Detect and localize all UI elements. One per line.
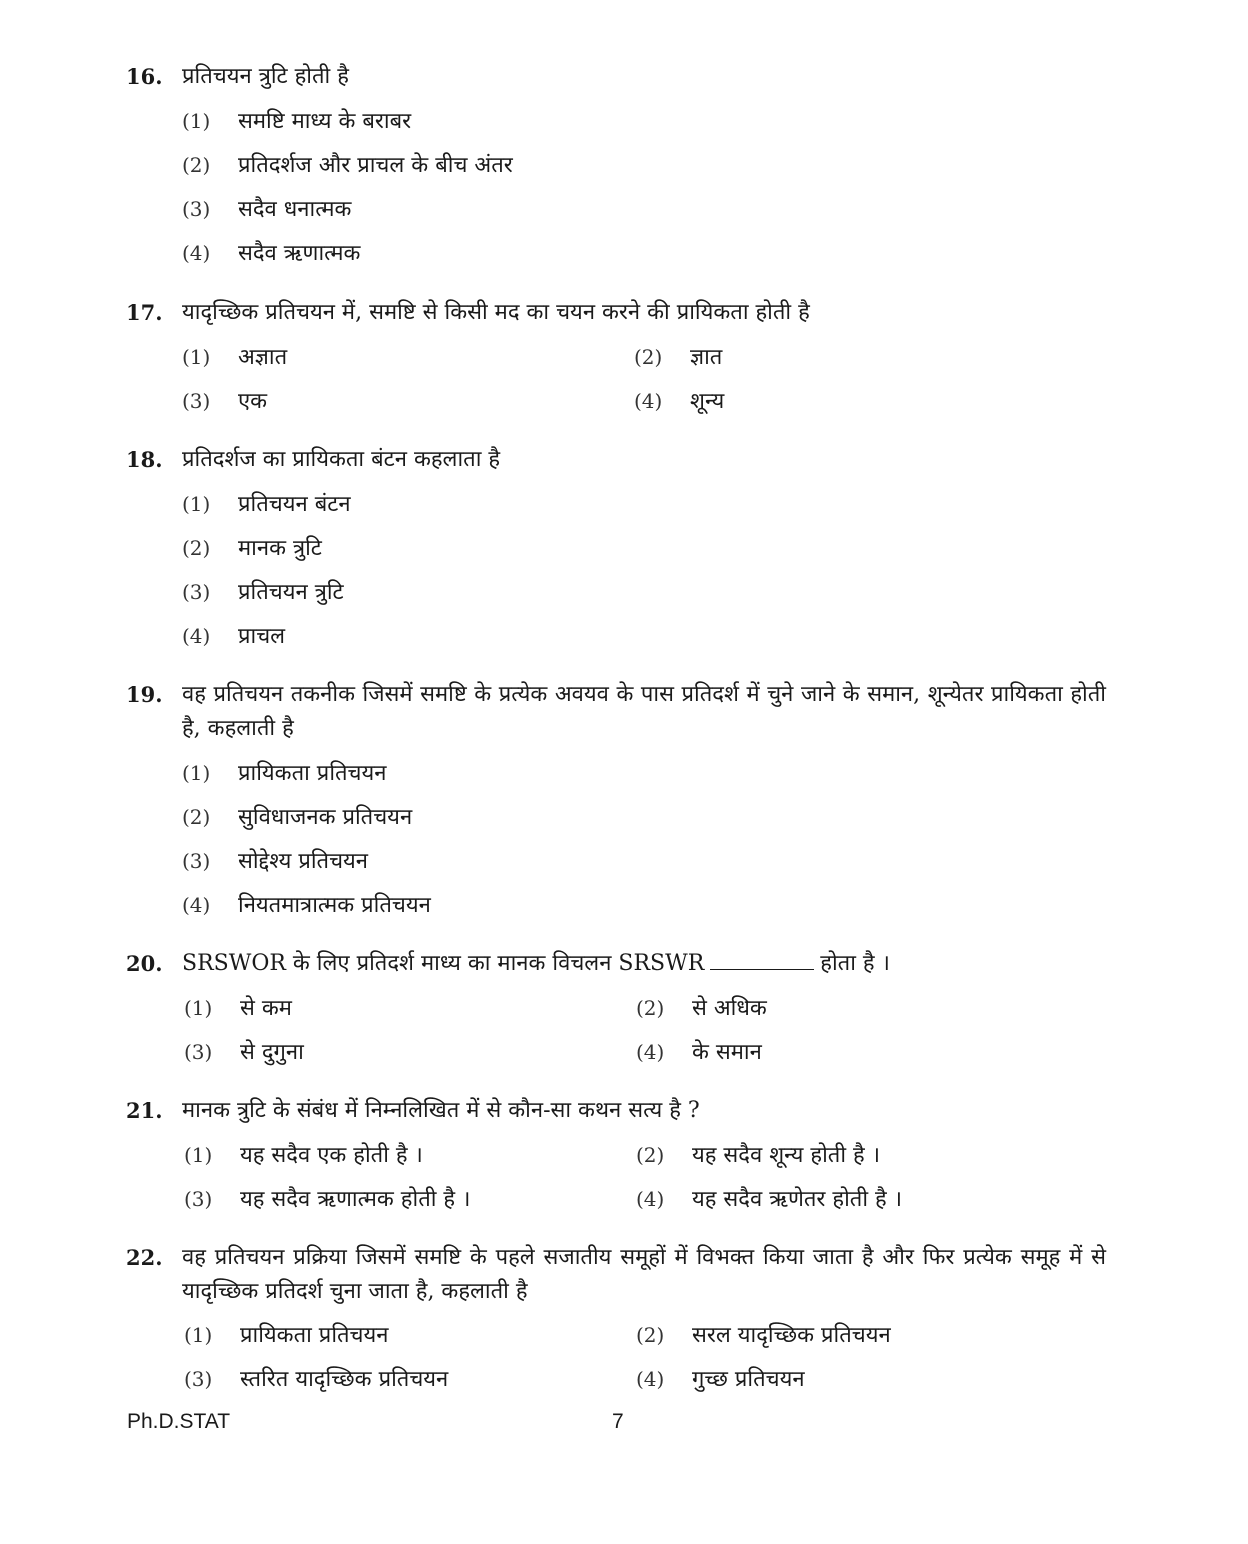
question-number: 21. (126, 1098, 163, 1123)
option-17-4 (634, 384, 724, 419)
option-text: सदैव धनात्मक (238, 197, 352, 222)
option-label: (2) (182, 805, 211, 829)
option-label: (3) (182, 197, 211, 221)
option-22-2 (636, 1318, 891, 1353)
option-16-4 (182, 236, 360, 271)
question-20 (126, 947, 1106, 981)
question-text (182, 947, 1106, 981)
option-label: (4) (636, 1040, 665, 1064)
option-19-2 (182, 800, 412, 835)
option-text: से अधिक (692, 996, 767, 1021)
option-text: सरल यादृच्छिक प्रतिचयन (692, 1323, 891, 1348)
option-label: (1) (182, 492, 211, 516)
option-text: प्रतिचयन त्रुटि (238, 580, 344, 605)
option-text: से कम (240, 996, 292, 1021)
option-text: गुच्छ प्रतिचयन (692, 1367, 805, 1392)
question-21 (126, 1094, 1106, 1128)
option-label: (3) (184, 1040, 213, 1064)
option-text: प्रायिकता प्रतिचयन (238, 761, 387, 786)
question-number: 20. (126, 951, 163, 976)
option-text: यह सदैव शून्य होती है । (692, 1143, 881, 1168)
option-label: (3) (182, 849, 211, 873)
option-text: सोद्देश्य प्रतिचयन (238, 849, 369, 874)
option-21-4 (636, 1182, 902, 1217)
option-label: (2) (636, 1143, 665, 1167)
option-label: (3) (182, 580, 211, 604)
option-21-2 (636, 1138, 880, 1173)
option-label: (2) (634, 345, 663, 369)
option-text: यह सदैव ऋणेतर होती है । (692, 1187, 903, 1212)
option-label: (2) (636, 996, 665, 1020)
option-text: समष्टि माध्य के बराबर (238, 109, 412, 134)
option-text: ज्ञात (690, 345, 723, 370)
question-text-before-blank: SRSWOR के लिए प्रतिदर्श माध्य का मानक विचलन SRSWR (182, 951, 705, 976)
question-22 (126, 1241, 1106, 1309)
option-20-2 (636, 991, 767, 1026)
question-number: 16. (126, 64, 163, 89)
option-17-2 (634, 340, 722, 375)
option-label: (1) (182, 761, 211, 785)
option-text: यह सदैव ऋणात्मक होती है । (240, 1187, 471, 1212)
option-label: (1) (182, 109, 211, 133)
option-text: शून्य (690, 389, 725, 414)
option-21-3 (184, 1182, 470, 1217)
option-18-2 (182, 531, 322, 566)
option-16-2 (182, 148, 513, 183)
page-number: 7 (612, 1410, 624, 1433)
question-text: वह प्रतिचयन तकनीक जिसमें समष्टि के प्रत्येक अवयव के पास प्रतिदर्श में चुने जाने के समान, शून्येतर प्रायिकता होती है, कहलाती है (182, 682, 1106, 741)
option-16-3 (182, 192, 351, 227)
question-16 (126, 60, 1106, 94)
option-label: (1) (184, 1143, 213, 1167)
question-number: 18. (126, 447, 163, 472)
option-label: (4) (182, 624, 211, 648)
option-label: (3) (184, 1187, 213, 1211)
option-text: प्रतिचयन बंटन (238, 492, 351, 517)
option-16-1 (182, 104, 411, 139)
option-20-3 (184, 1035, 304, 1070)
option-label: (4) (634, 389, 663, 413)
option-text: के समान (692, 1040, 762, 1065)
option-label: (1) (182, 345, 211, 369)
option-19-1 (182, 756, 387, 791)
option-label: (1) (184, 1323, 213, 1347)
option-label: (2) (182, 536, 211, 560)
question-18 (126, 443, 1106, 477)
question-text: प्रतिदर्शज का प्रायिकता बंटन कहलाता है (182, 447, 501, 472)
option-19-3 (182, 844, 368, 879)
option-17-3 (182, 384, 267, 419)
option-text: यह सदैव एक होती है । (240, 1143, 423, 1168)
option-label: (1) (184, 996, 213, 1020)
option-text: प्रायिकता प्रतिचयन (240, 1323, 389, 1348)
answer-blank (710, 947, 814, 970)
option-22-1 (184, 1318, 389, 1353)
option-text: सुविधाजनक प्रतिचयन (238, 805, 413, 830)
option-18-1 (182, 487, 351, 522)
option-text: अज्ञात (238, 345, 288, 370)
option-label: (4) (182, 241, 211, 265)
option-text: सदैव ऋणात्मक (238, 241, 361, 266)
option-label: (4) (636, 1187, 665, 1211)
option-label: (3) (184, 1367, 213, 1391)
option-19-4 (182, 888, 431, 923)
option-text: मानक त्रुटि (238, 536, 322, 561)
option-label: (4) (636, 1367, 665, 1391)
question-text: यादृच्छिक प्रतिचयन में, समष्टि से किसी मद का चयन करने की प्रायिकता होती है (182, 300, 810, 325)
option-18-4 (182, 619, 285, 654)
question-text: वह प्रतिचयन प्रक्रिया जिसमें समष्टि के पहले सजातीय समूहों में विभक्त किया जाता है और फिर प्रत्येक समूह में से यादृच्छिक प्रतिदर्श चुना जाता है, कहलाती है (182, 1245, 1106, 1304)
question-text: प्रतिचयन त्रुटि होती है (182, 64, 349, 89)
question-text-after-blank: होता है । (820, 951, 890, 976)
option-text: प्रतिदर्शज और प्राचल के बीच अंतर (238, 153, 513, 178)
option-21-1 (184, 1138, 423, 1173)
option-label: (2) (182, 153, 211, 177)
question-number: 17. (126, 300, 163, 325)
option-text: स्तरित यादृच्छिक प्रतिचयन (240, 1367, 449, 1392)
option-text: एक (238, 389, 268, 414)
question-19 (126, 678, 1106, 746)
option-text: से दुगुना (240, 1040, 304, 1065)
question-number: 19. (126, 682, 163, 707)
option-22-4 (636, 1362, 805, 1397)
option-18-3 (182, 575, 344, 610)
question-text: मानक त्रुटि के संबंध में निम्नलिखित में से कौन-सा कथन सत्य है ? (182, 1098, 700, 1123)
paper-code: Ph.D.STAT (127, 1410, 231, 1433)
option-label: (3) (182, 389, 211, 413)
question-number: 22. (126, 1245, 163, 1270)
option-20-1 (184, 991, 292, 1026)
option-17-1 (182, 340, 287, 375)
option-label: (4) (182, 893, 211, 917)
option-text: नियतमात्रात्मक प्रतिचयन (238, 893, 431, 918)
question-17 (126, 296, 1106, 330)
option-label: (2) (636, 1323, 665, 1347)
option-22-3 (184, 1362, 448, 1397)
option-20-4 (636, 1035, 762, 1070)
option-text: प्राचल (238, 624, 286, 649)
